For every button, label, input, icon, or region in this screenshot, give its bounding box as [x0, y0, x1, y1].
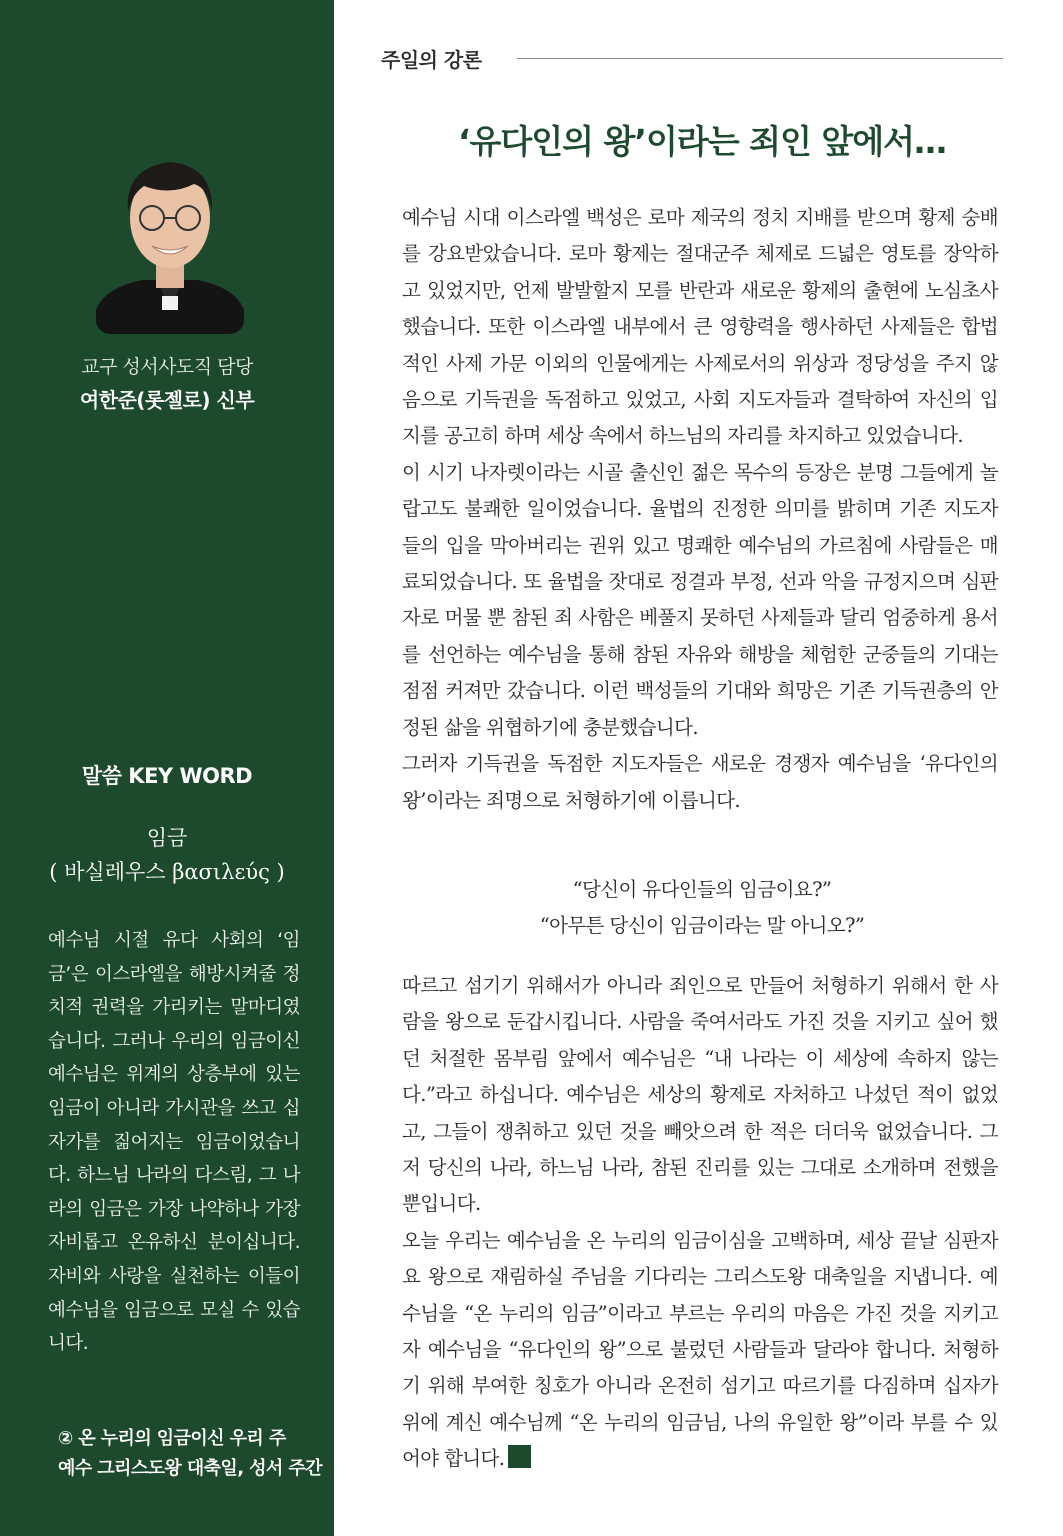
paragraph: 그러자 기득권을 독점한 지도자들은 새로운 경쟁자 예수님을 ‘유다인의 왕’이라는 죄명으로 처형하기에 이릅니다. [402, 752, 998, 812]
keyword-heading: 말씀 KEY WORD [81, 764, 253, 788]
author-name: 여한준(롯젤로) 신부 [79, 388, 255, 412]
quote-line: “아무튼 당신이 임금이라는 말 아니오?” [539, 914, 865, 937]
section-divider [517, 58, 1003, 59]
quote-line: “당신이 유다인들의 임금이요?” [572, 878, 832, 901]
sidebar [0, 0, 334, 1536]
article-body-bottom [402, 968, 998, 1478]
section-label: 주일의 강론 [381, 48, 482, 72]
keyword-description: 예수님 시절 유다 사회의 ‘임금’은 이스라엘을 해방시켜줄 정치적 권력을 가리키는 말마디였습니다. 그러나 우리의 임금이신 예수님은 위계의 상층부에 있는 임금이 아니라 가시관을 쓰고 십자가를 짊어지는 임금이었습니다. 하느님 나라의 다스림, 그 나라의 임금은 가장 나약하나 가장 자비롭고 온유하신 분이십니다. 자비와 사랑을 실천하는 이들이 예수님을 임금으로 모실 수 있습니다. [48, 930, 300, 1355]
paragraph: 이 시기 나자렛이라는 시골 출신인 젊은 목수의 등장은 분명 그들에게 놀랍고도 불쾌한 일이었습니다. 율법의 진정한 의미를 밝히며 기존 지도자들의 입을 막아버리는 권위 있고 명쾌한 예수님의 가르침에 사람들은 매료되었습니다. 또 율법을 잣대로 정결과 부정, 선과 악을 규정지으며 심판자로 머물 뿐 참된 죄 사함은 베풀지 못하던 사제들과 달리 엄중하게 용서를 선언하는 예수님을 통해 참된 자유와 해방을 체험한 군중들의 기대는 점점 커져만 갔습니다. 이런 백성들의 기대와 희망은 기존 기득권층의 안정된 삶을 위협하기에 충분했습니다. [402, 460, 998, 739]
author-role: 교구 성서사도직 담당 [81, 356, 253, 378]
article-title: ‘유다인의 왕’이라는 죄인 앞에서… [458, 122, 946, 161]
paragraph: 따르고 섬기기 위해서가 아니라 죄인으로 만들어 처형하기 위해서 한 사람을 왕으로 둔갑시킵니다. 사람을 죽여서라도 가진 것을 지키고 싶어 했던 처절한 몸부림 앞에서 예수님은 “내 나라는 이 세상에 속하지 않는다.”라고 하십니다. 예수님은 세상의 황제로 자처하고 나섰던 적이 없었고, 그들이 쟁취하고 있던 것을 빼앗으려 한 적은 더더욱 없었습니다. 그저 당신의 나라, 하느님 나라, 참된 진리를 있는 그대로 소개하며 전했을 뿐입니다. [402, 974, 998, 1216]
keyword-subtitle: ( 바실레우스 βασιλεύς ) [49, 860, 285, 884]
scripture-quote [382, 872, 1022, 944]
liturgical-day-line2: 예수 그리스도왕 대축일, 성서 주간 [58, 1458, 322, 1479]
end-mark-icon [508, 1445, 531, 1468]
liturgical-day [58, 1424, 328, 1484]
liturgical-day-line1: ② 온 누리의 임금이신 우리 주 [58, 1428, 286, 1449]
keyword-term: 임금 [146, 826, 188, 850]
paragraph-last [402, 1223, 998, 1478]
author-portrait [96, 150, 244, 334]
paragraph-last-text: 오늘 우리는 예수님을 온 누리의 임금이심을 고백하며, 세상 끝날 심판자요 왕으로 재림하실 주님을 기다리는 그리스도왕 대축일을 지냅니다. 예수님을 “온 누리의 임금”이라고 부르는 우리의 마음은 가진 것을 지키고자 예수님을 “유다인의 왕”으로 불렀던 사람들과 달라야 합니다. 처형하기 위해 부여한 칭호가 아니라 온전히 섬기고 따르기를 다짐하며 십자가 위에 계신 예수님께 “온 누리의 임금님, 나의 유일한 왕”이라 부를 수 있어야 합니다. [402, 1228, 998, 1471]
paragraph: 예수님 시대 이스라엘 백성은 로마 제국의 정치 지배를 받으며 황제 숭배를 강요받았습니다. 로마 황제는 절대군주 체제로 드넓은 영토를 장악하고 있었지만, 언제 발발할지 모를 반란과 새로운 황제의 출현에 노심초사했습니다. 또한 이스라엘 내부에서 큰 영향력을 행사하던 사제들은 합법적인 사제 가문 이외의 인물에게는 사제로서의 위상과 정당성을 주지 않음으로 기득권을 독점하고 있었고, 사회 지도자들과 결탁하여 자신의 입지를 공고히 하며 세상 속에서 하느님의 자리를 차지하고 있었습니다. [402, 206, 998, 448]
article-body-top [402, 200, 998, 819]
